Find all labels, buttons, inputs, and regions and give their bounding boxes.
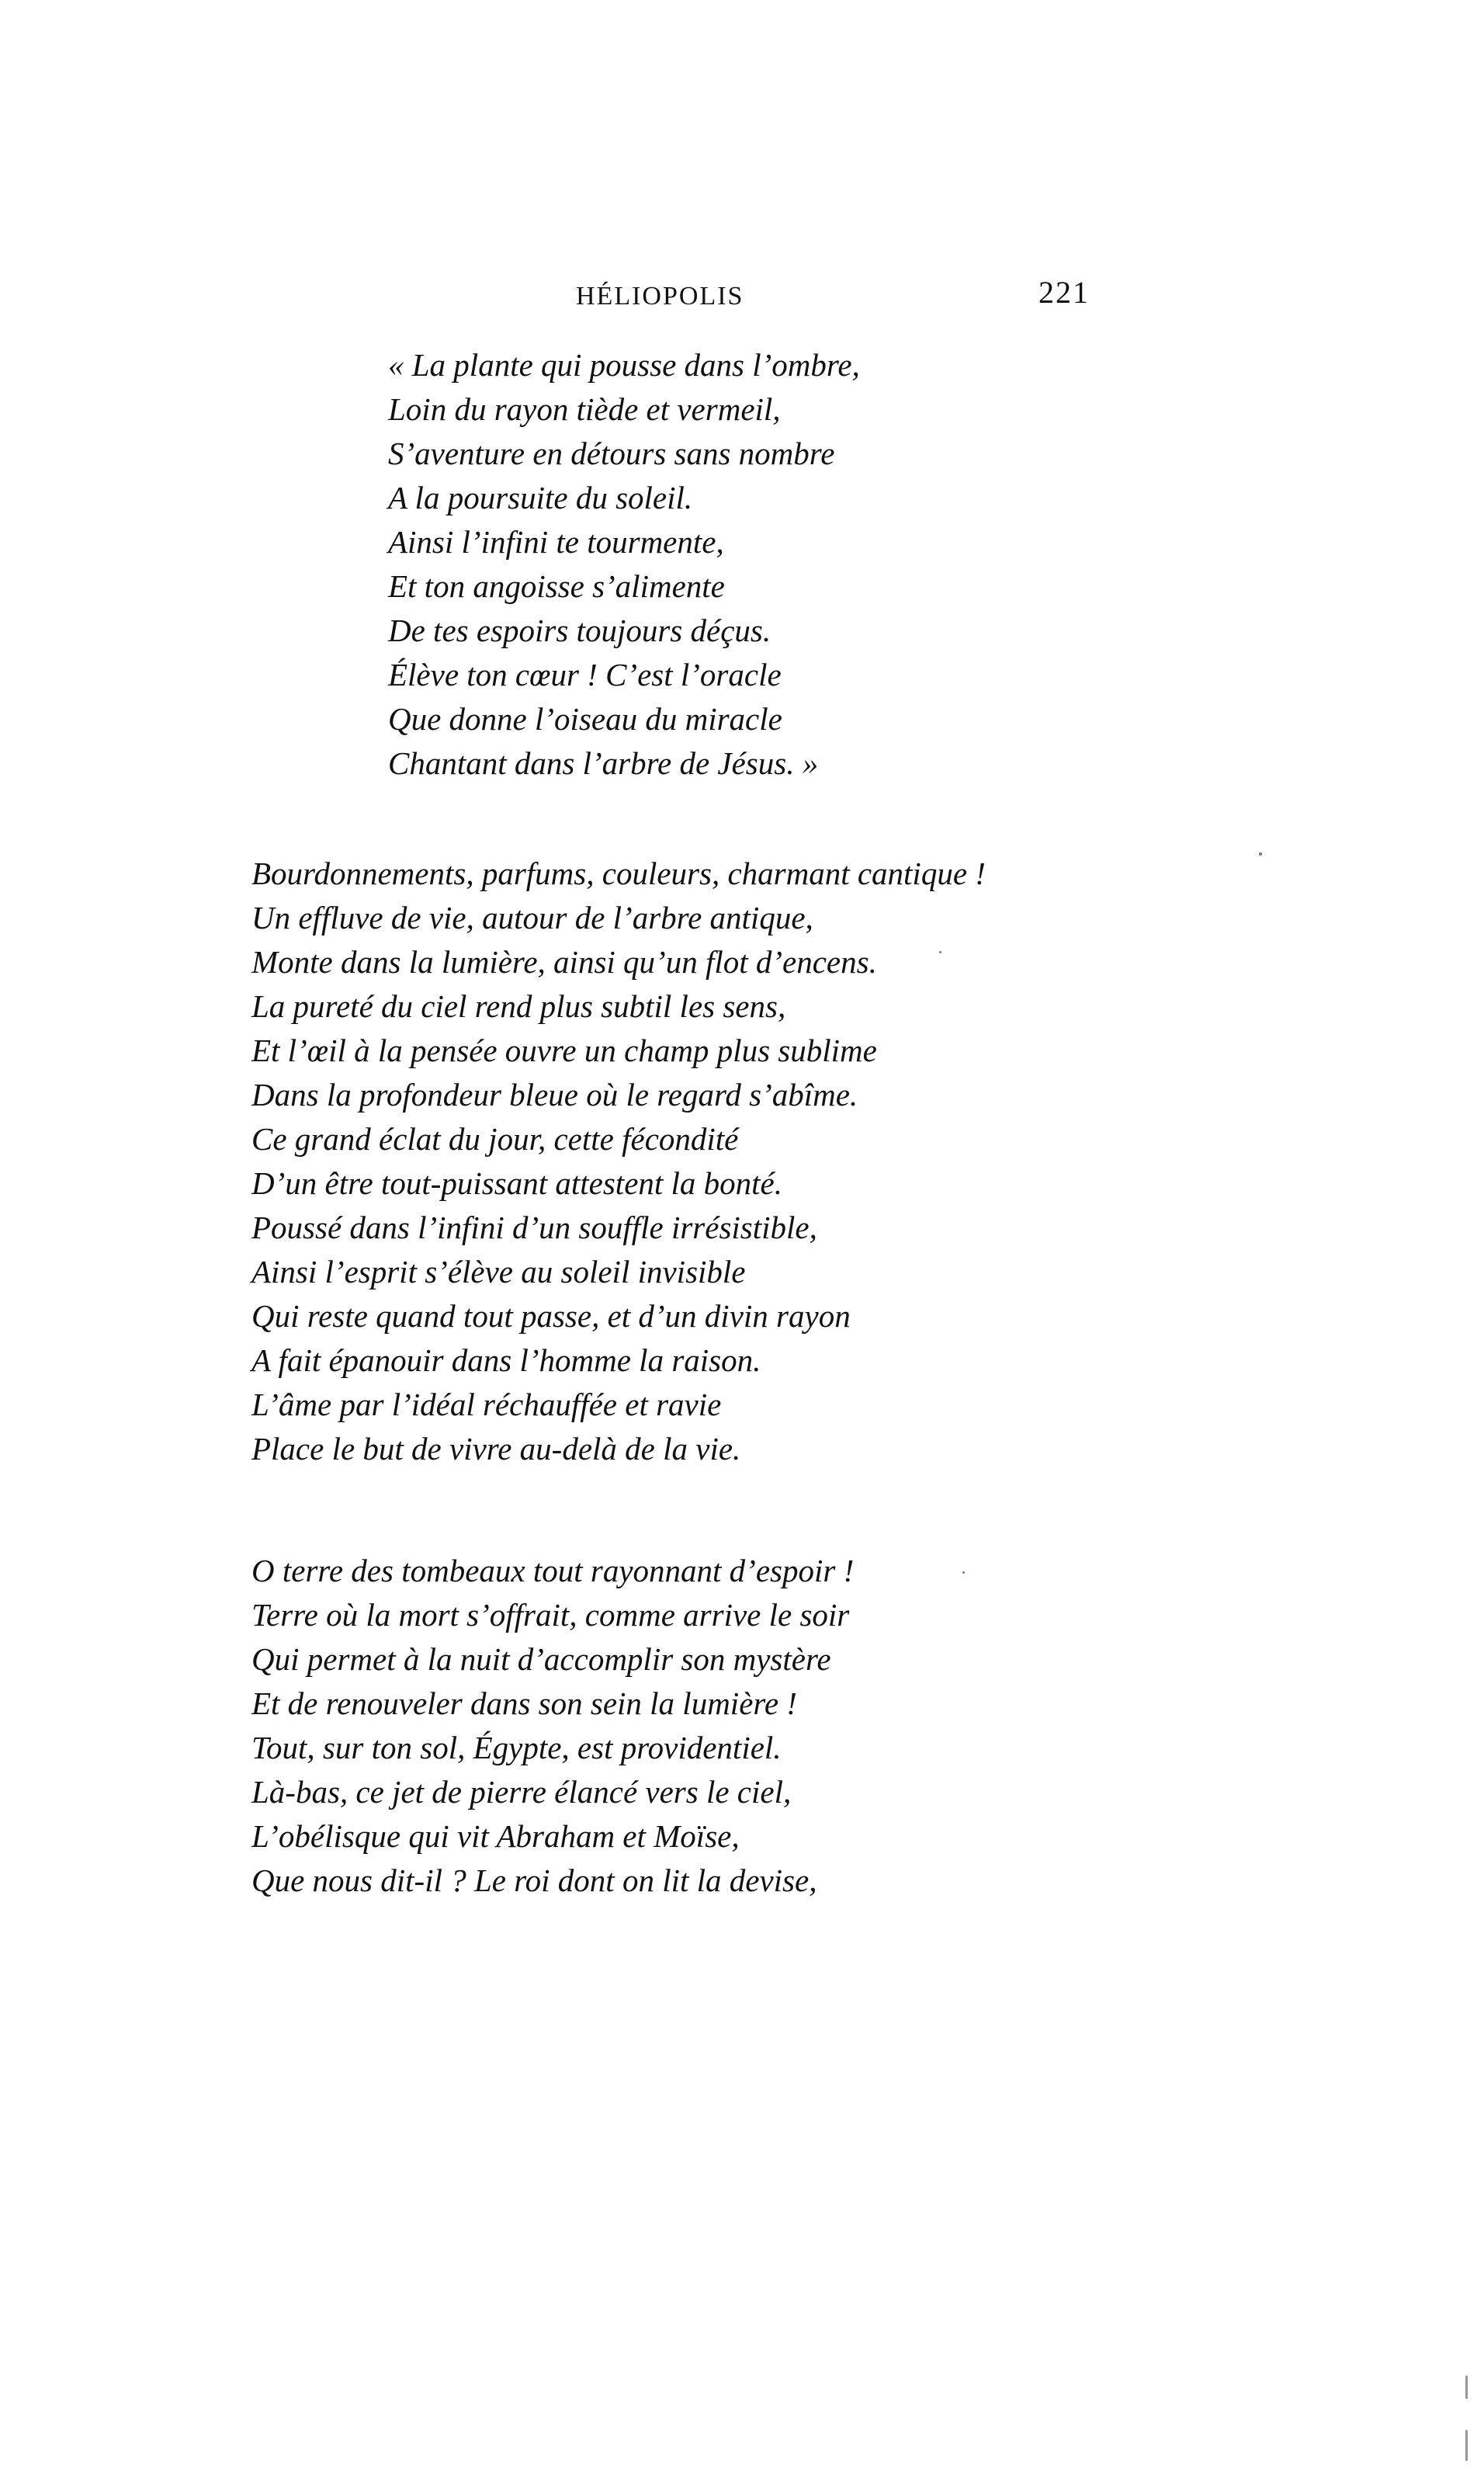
verse-line: Bourdonnements, parfums, couleurs, charmant cantique ! (251, 856, 986, 891)
verse-line: « La plante qui pousse dans l’ombre, (388, 347, 860, 383)
verse-line: O terre des tombeaux tout rayonnant d’espoir ! (251, 1553, 855, 1588)
verse-line: Monte dans la lumière, ainsi qu’un flot d’encens. (251, 944, 877, 980)
verse-line: De tes espoirs toujours déçus. (388, 613, 771, 648)
verse-line: A fait épanouir dans l’homme la raison. (251, 1342, 761, 1378)
stanza-3 (251, 1549, 854, 1903)
verse-line: Ce grand éclat du jour, cette fécondité (251, 1121, 739, 1157)
verse-line: Que donne l’oiseau du miracle (388, 701, 782, 737)
verse-line: S’aventure en détours sans nombre (388, 436, 835, 471)
print-speck (939, 951, 941, 953)
verse-line: Qui reste quand tout passe, et d’un divin rayon (251, 1298, 851, 1334)
verse-line: Ainsi l’esprit s’élève au soleil invisible (251, 1254, 746, 1290)
verse-line: Terre où la mort s’offrait, comme arrive le soir (251, 1597, 850, 1633)
verse-line: D’un être tout-puissant attestent la bonté. (251, 1165, 783, 1201)
verse-line: Qui permet à la nuit d’accomplir son mystère (251, 1641, 831, 1677)
verse-line: Loin du rayon tiède et vermeil, (388, 391, 781, 427)
print-speck (1259, 852, 1262, 856)
stanza-1 (388, 343, 860, 786)
verse-line: L’âme par l’idéal réchauffée et ravie (251, 1387, 722, 1422)
verse-line: Et de renouveler dans son sein la lumière ! (251, 1685, 797, 1721)
verse-line: Poussé dans l’infini d’un souffle irrésistible, (251, 1210, 817, 1245)
verse-line: La pureté du ciel rend plus subtil les sens, (251, 988, 786, 1024)
verse-line: Et ton angoisse s’alimente (388, 568, 725, 604)
verse-line: Et l’œil à la pensée ouvre un champ plus sublime (251, 1033, 877, 1068)
verse-line: Un effluve de vie, autour de l’arbre antique, (251, 900, 813, 936)
verse-line: Ainsi l’infini te tourmente, (388, 524, 724, 560)
verse-line: Dans la profondeur bleue où le regard s’abîme. (251, 1077, 858, 1113)
verse-line: Élève ton cœur ! C’est l’oracle (388, 657, 782, 693)
print-speck (1465, 2376, 1468, 2399)
verse-line: Là-bas, ce jet de pierre élancé vers le ciel, (251, 1774, 792, 1810)
running-title: HÉLIOPOLIS (576, 282, 744, 311)
verse-line: A la poursuite du soleil. (388, 480, 693, 515)
verse-line: Place le but de vivre au-delà de la vie. (251, 1431, 741, 1467)
page-number: 221 (1038, 275, 1090, 310)
verse-line: Chantant dans l’arbre de Jésus. » (388, 745, 819, 781)
verse-line: L’obélisque qui vit Abraham et Moïse, (251, 1818, 740, 1854)
stanza-2 (251, 852, 986, 1471)
verse-line: Tout, sur ton sol, Égypte, est providentiel. (251, 1730, 782, 1765)
print-speck (962, 1571, 965, 1574)
print-speck (1465, 2430, 1468, 2461)
verse-line: Que nous dit-il ? Le roi dont on lit la devise, (251, 1862, 817, 1898)
